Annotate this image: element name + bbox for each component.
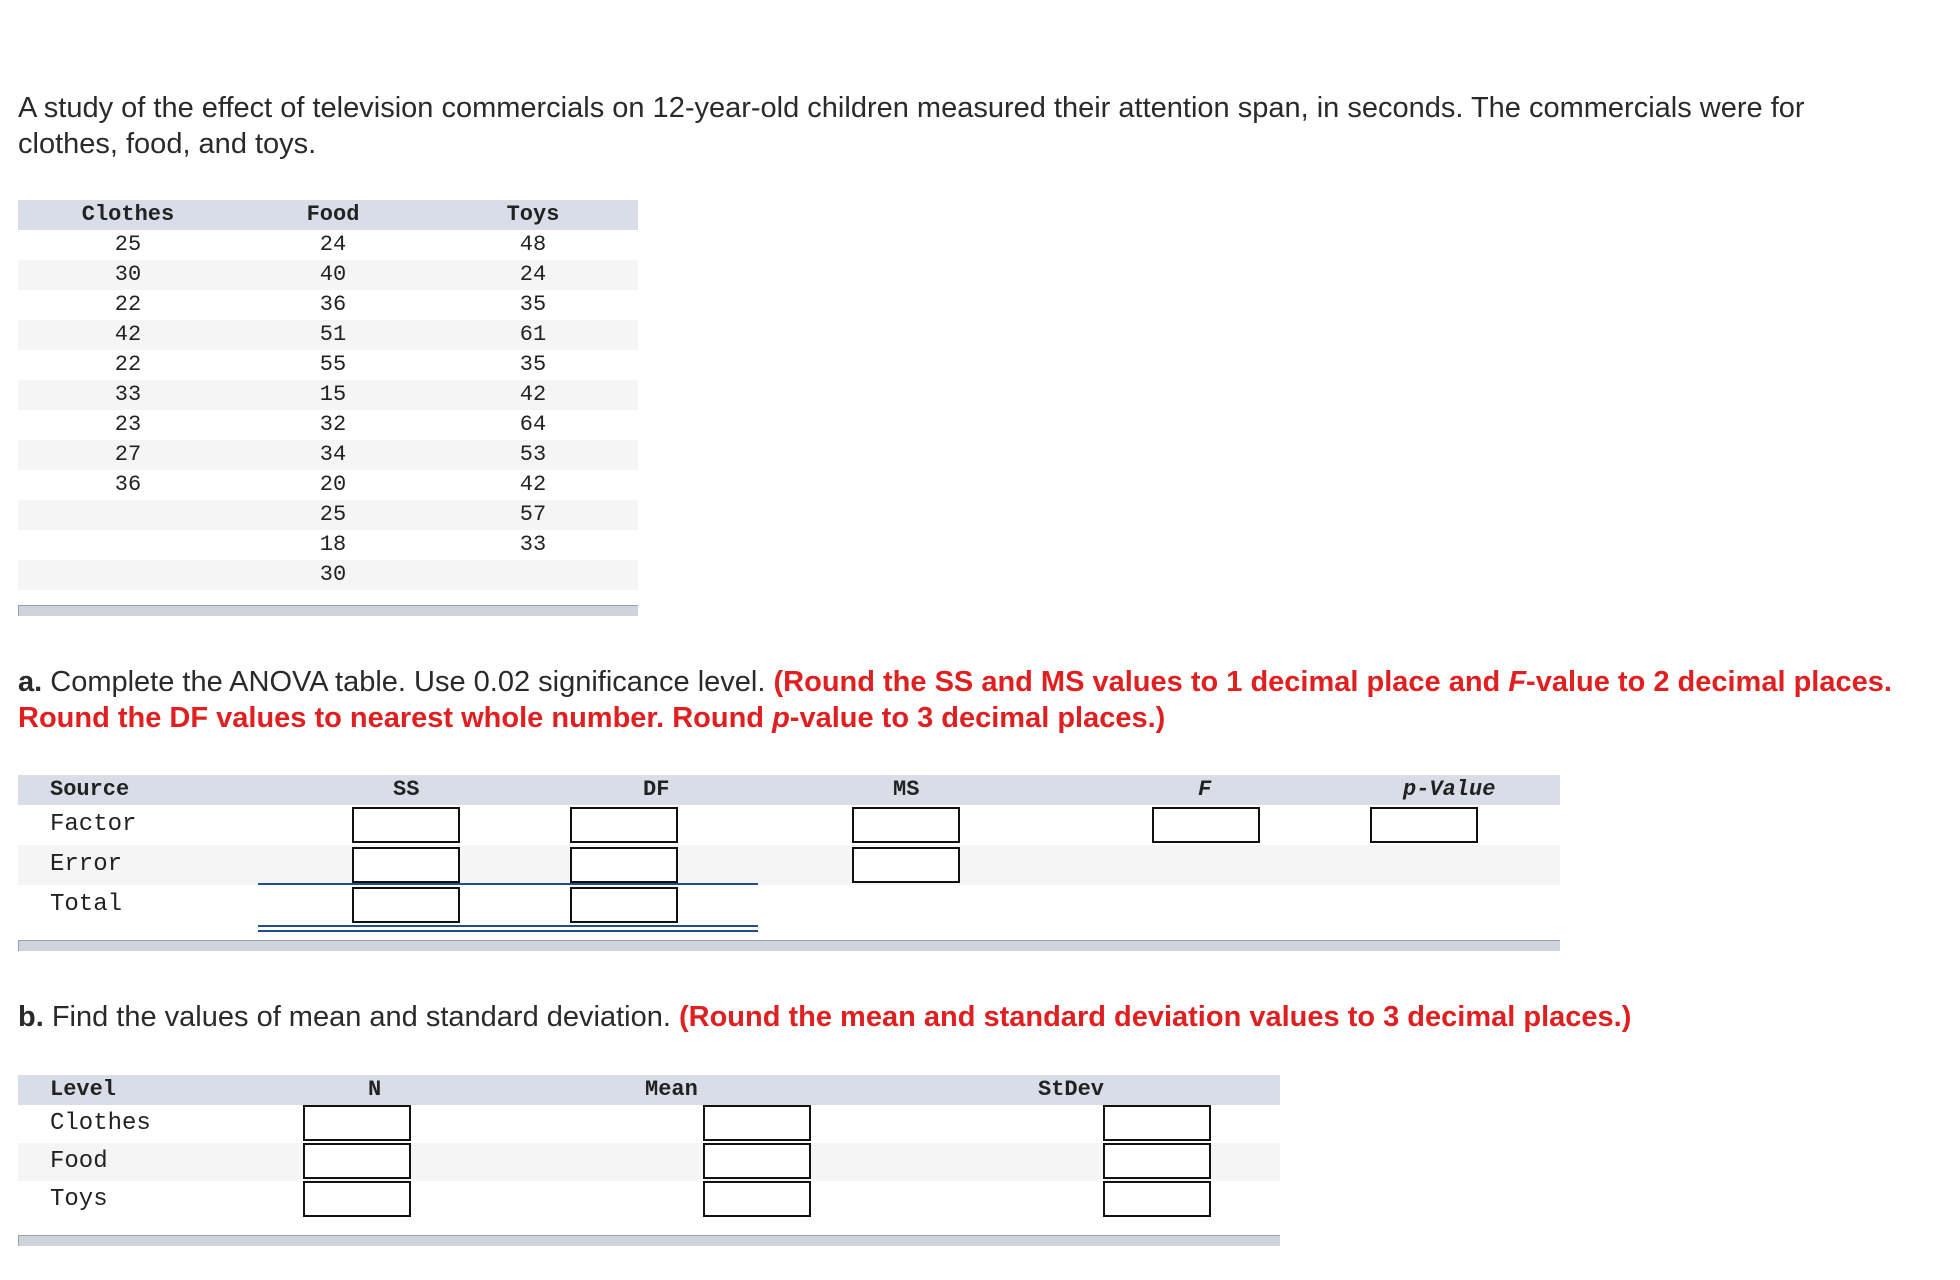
data-cell: 33 xyxy=(114,382,142,407)
data-cell xyxy=(18,560,238,590)
data-table-row xyxy=(18,290,638,320)
header-food: Food xyxy=(306,202,360,227)
header-ms: MS xyxy=(893,777,920,802)
row-label-factor: Factor xyxy=(50,811,137,838)
data-table-footer xyxy=(18,605,638,616)
data-cell: 35 xyxy=(519,292,547,317)
anova-row-error xyxy=(18,845,1560,885)
data-cell: 32 xyxy=(319,412,347,437)
anova-table-footer xyxy=(18,940,1560,951)
clothes-n-input[interactable] xyxy=(303,1105,411,1141)
data-cell xyxy=(18,530,238,560)
data-cell: 42 xyxy=(519,382,547,407)
data-cell xyxy=(18,500,238,530)
header-n: N xyxy=(368,1077,382,1102)
level-label-toys: Toys xyxy=(50,1186,108,1213)
data-cell: 23 xyxy=(114,412,142,437)
level-label-clothes: Clothes xyxy=(50,1110,151,1137)
anova-table xyxy=(18,775,1560,925)
error-ms-input[interactable] xyxy=(852,847,960,883)
clothes-mean-input[interactable] xyxy=(703,1105,811,1141)
data-table-row xyxy=(18,410,638,440)
header-p-value: p-Value xyxy=(1403,777,1496,802)
stats-row-food xyxy=(18,1143,1280,1181)
data-cell: 22 xyxy=(114,292,142,317)
anova-header xyxy=(18,775,1560,805)
header-stdev: StDev xyxy=(1038,1077,1105,1102)
data-cell: 34 xyxy=(319,442,347,467)
data-cell: 64 xyxy=(519,412,547,437)
total-df-input[interactable] xyxy=(570,887,678,923)
part-b-instructions: b. Find the values of mean and standard deviation. (Round the mean and standard deviation values to 3 decimal places.) xyxy=(18,1001,1632,1033)
data-cell: 30 xyxy=(319,562,347,587)
data-cell: 35 xyxy=(519,352,547,377)
stats-header xyxy=(18,1075,1280,1105)
data-cell: 55 xyxy=(319,352,347,377)
data-table-row xyxy=(18,440,638,470)
factor-ms-input[interactable] xyxy=(852,807,960,843)
data-cell: 48 xyxy=(519,232,547,257)
data-cell xyxy=(428,560,638,590)
factor-ss-input[interactable] xyxy=(352,807,460,843)
intro-text: A study of the effect of television commercials on 12-year-old children measured their attention span, in seconds. The commercials were for clothes, food, and toys. xyxy=(18,92,1805,160)
toys-stdev-input[interactable] xyxy=(1103,1181,1211,1217)
total-ss-input[interactable] xyxy=(352,887,460,923)
stats-row-toys xyxy=(18,1181,1280,1219)
header-ss: SS xyxy=(393,777,420,802)
data-table-row xyxy=(18,380,638,410)
data-table-row xyxy=(18,560,638,590)
data-cell: 18 xyxy=(319,532,347,557)
data-cell: 24 xyxy=(319,232,347,257)
data-table-row xyxy=(18,470,638,500)
data-cell: 25 xyxy=(114,232,142,257)
row-label-error: Error xyxy=(50,851,123,878)
toys-n-input[interactable] xyxy=(303,1181,411,1217)
data-cell: 20 xyxy=(319,472,347,497)
data-cell: 40 xyxy=(319,262,347,287)
data-table-row xyxy=(18,530,638,560)
data-cell: 30 xyxy=(114,262,142,287)
data-cell: 24 xyxy=(519,262,547,287)
part-a-instructions: a. Complete the ANOVA table. Use 0.02 significance level. (Round the SS and MS values to 1 decimal place and F-value to 2 decimal places. Round the DF values to nearest whole number. Round p-value to 3 decimal places.) xyxy=(18,666,1892,734)
data-cell: 36 xyxy=(319,292,347,317)
header-mean: Mean xyxy=(645,1077,698,1102)
factor-f-input[interactable] xyxy=(1152,807,1260,843)
header-df: DF xyxy=(643,777,670,802)
data-table-row xyxy=(18,320,638,350)
toys-mean-input[interactable] xyxy=(703,1181,811,1217)
stats-row-clothes xyxy=(18,1105,1280,1143)
data-cell: 27 xyxy=(114,442,142,467)
data-cell: 25 xyxy=(319,502,347,527)
data-cell: 33 xyxy=(519,532,547,557)
data-table-row xyxy=(18,260,638,290)
food-mean-input[interactable] xyxy=(703,1143,811,1179)
data-cell: 42 xyxy=(114,322,142,347)
data-table-row xyxy=(18,230,638,260)
data-table-row xyxy=(18,350,638,380)
data-cell: 57 xyxy=(519,502,547,527)
stats-table-footer xyxy=(18,1235,1280,1246)
row-label-total: Total xyxy=(50,891,123,918)
clothes-stdev-input[interactable] xyxy=(1103,1105,1211,1141)
factor-p-value-input[interactable] xyxy=(1370,807,1478,843)
data-cell: 51 xyxy=(319,322,347,347)
data-cell: 42 xyxy=(519,472,547,497)
data-table xyxy=(18,200,638,590)
header-f: F xyxy=(1198,777,1212,802)
data-cell: 53 xyxy=(519,442,547,467)
header-level: Level xyxy=(50,1077,117,1102)
data-table-row xyxy=(18,500,638,530)
error-ss-input[interactable] xyxy=(352,847,460,883)
total-double-line xyxy=(258,925,758,932)
factor-df-input[interactable] xyxy=(570,807,678,843)
anova-row-total xyxy=(18,885,1560,925)
header-source: Source xyxy=(50,777,130,802)
data-cell: 61 xyxy=(519,322,547,347)
stats-table xyxy=(18,1075,1280,1219)
anova-row-factor xyxy=(18,805,1560,845)
data-cell: 36 xyxy=(114,472,142,497)
header-clothes: Clothes xyxy=(81,202,175,227)
food-stdev-input[interactable] xyxy=(1103,1143,1211,1179)
header-toys: Toys xyxy=(506,202,560,227)
level-label-food: Food xyxy=(50,1148,108,1175)
data-cell: 22 xyxy=(114,352,142,377)
data-table-header xyxy=(18,200,638,230)
error-df-input[interactable] xyxy=(570,847,678,883)
food-n-input[interactable] xyxy=(303,1143,411,1179)
data-cell: 15 xyxy=(319,382,347,407)
